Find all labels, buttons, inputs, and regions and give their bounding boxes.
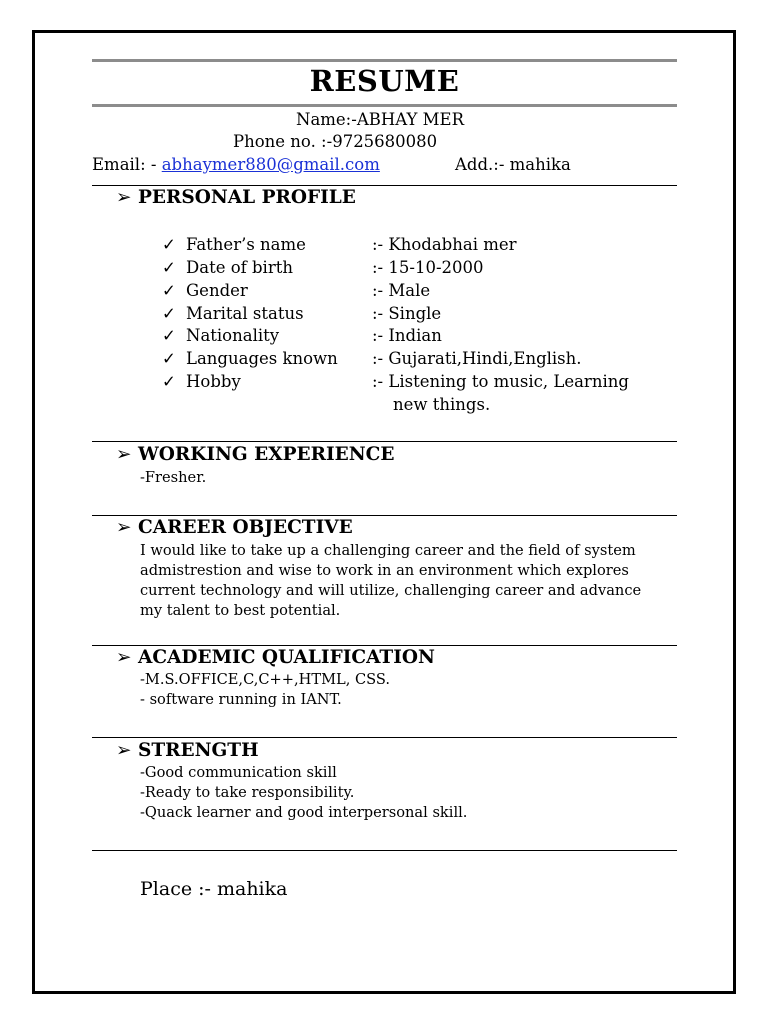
check-icon: ✓ <box>162 372 176 391</box>
divider <box>92 737 677 738</box>
divider <box>92 441 677 442</box>
strength-line: -Quack learner and good interpersonal skill. <box>140 804 468 821</box>
objective-line: I would like to take up a challenging career and the field of system <box>140 542 636 559</box>
profile-value: :- Male <box>372 281 431 300</box>
divider <box>92 850 677 851</box>
strength-line: -Ready to take responsibility. <box>140 784 355 801</box>
profile-label: Hobby <box>186 372 241 391</box>
check-icon: ✓ <box>162 258 176 277</box>
email-link[interactable]: abhaymer880@gmail.com <box>161 155 380 174</box>
qualification-line: -M.S.OFFICE,C,C++,HTML, CSS. <box>140 671 391 688</box>
arrow-bullet-icon: ➢ <box>116 740 132 761</box>
arrow-bullet-icon: ➢ <box>116 187 132 208</box>
check-icon: ✓ <box>162 349 176 368</box>
profile-value: :- Khodabhai mer <box>372 235 517 254</box>
email-label: Email: - <box>92 155 162 174</box>
divider <box>92 515 677 516</box>
profile-value: :- Single <box>372 304 442 323</box>
profile-value-continued: new things. <box>393 395 491 414</box>
check-icon: ✓ <box>162 281 176 300</box>
profile-label: Nationality <box>186 326 280 345</box>
objective-line: my talent to best potential. <box>140 602 341 619</box>
profile-value: :- 15-10-2000 <box>372 258 484 277</box>
profile-label: Father’s name <box>186 235 306 254</box>
check-icon: ✓ <box>162 326 176 345</box>
section-heading-strength: ➢ STRENGTH <box>116 740 259 761</box>
arrow-bullet-icon: ➢ <box>116 647 132 668</box>
check-icon: ✓ <box>162 235 176 254</box>
address-line: Add.:- mahika <box>455 155 571 174</box>
qualification-line: - software running in IANT. <box>140 691 342 708</box>
profile-label: Marital status <box>186 304 304 323</box>
profile-value: :- Gujarati,Hindi,English. <box>372 349 582 368</box>
top-rule <box>92 59 677 62</box>
email-line <box>92 155 380 174</box>
arrow-bullet-icon: ➢ <box>116 517 132 538</box>
section-heading-academic-qualification: ➢ ACADEMIC QUALIFICATION <box>116 647 435 668</box>
page-title: RESUME <box>309 64 460 98</box>
strength-line: -Good communication skill <box>140 764 337 781</box>
profile-value: :- Listening to music, Learning <box>372 372 629 391</box>
profile-label: Date of birth <box>186 258 293 277</box>
objective-line: current technology and will utilize, challenging career and advance <box>140 582 642 599</box>
title-rule <box>92 104 677 107</box>
arrow-bullet-icon: ➢ <box>116 444 132 465</box>
profile-value: :- Indian <box>372 326 442 345</box>
profile-label: Gender <box>186 281 248 300</box>
section-heading-working-experience: ➢ WORKING EXPERIENCE <box>116 444 395 465</box>
section-heading-career-objective: ➢ CAREER OBJECTIVE <box>116 517 353 538</box>
check-icon: ✓ <box>162 304 176 323</box>
experience-text: -Fresher. <box>140 469 207 486</box>
objective-line: admistrestion and wise to work in an environment which explores <box>140 562 629 579</box>
place-line: Place :- mahika <box>140 878 288 900</box>
section-heading-personal-profile: ➢ PERSONAL PROFILE <box>116 187 356 208</box>
divider <box>92 645 677 646</box>
divider <box>92 185 677 186</box>
name-line: Name:-ABHAY MER <box>296 110 464 129</box>
profile-label: Languages known <box>186 349 338 368</box>
phone-line: Phone no. :-9725680080 <box>233 132 438 151</box>
